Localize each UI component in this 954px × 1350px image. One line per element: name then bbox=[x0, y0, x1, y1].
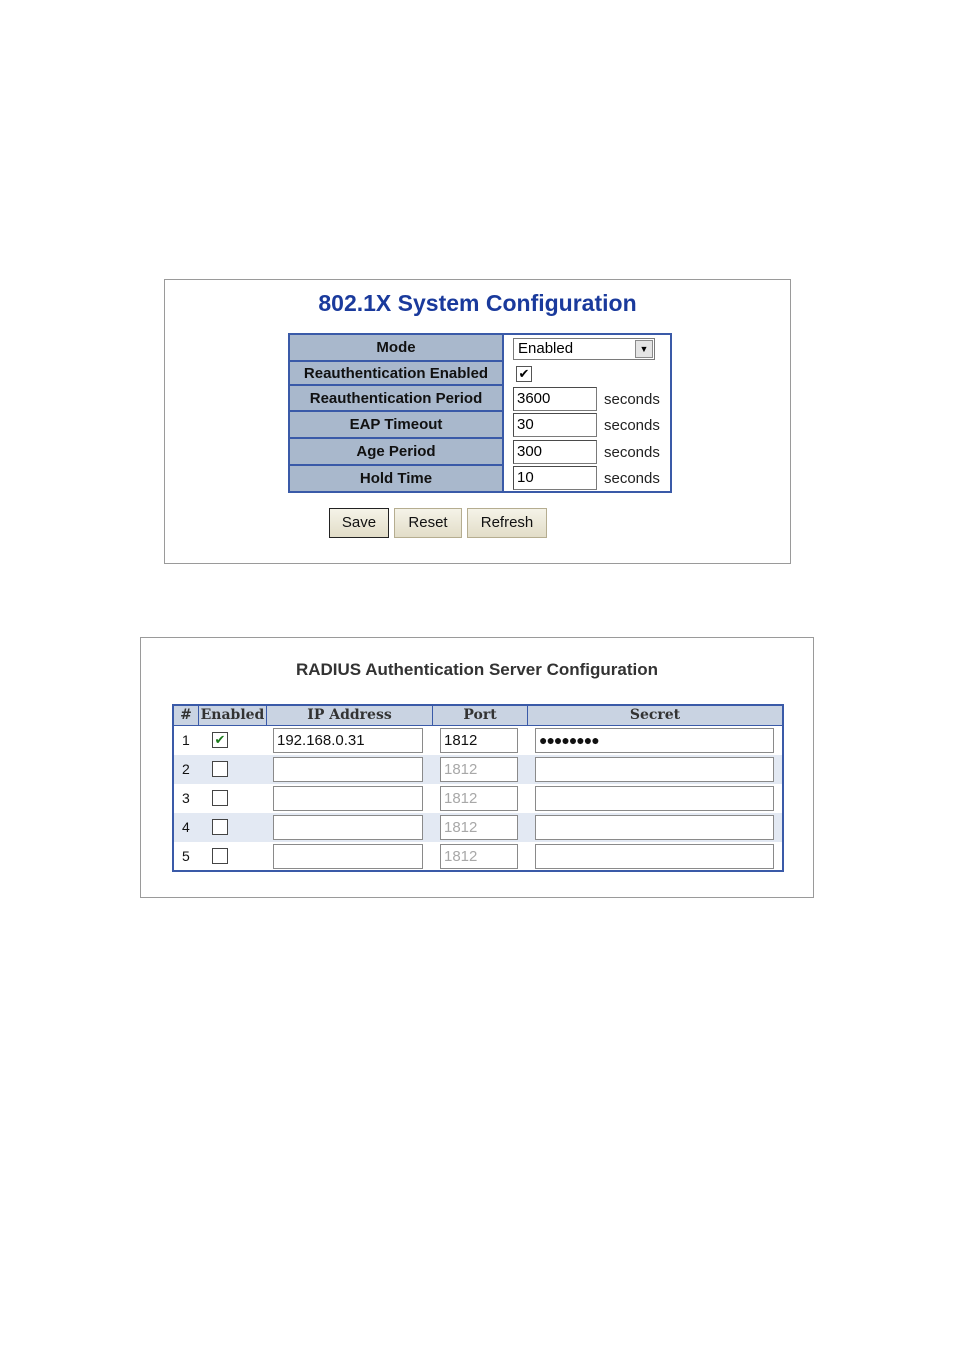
system-config-panel bbox=[164, 279, 791, 564]
hold-time-unit: seconds bbox=[604, 470, 660, 487]
table-header-row bbox=[174, 706, 782, 726]
chevron-down-icon[interactable]: ▼ bbox=[635, 340, 653, 358]
hold-time-input[interactable]: 10 bbox=[513, 466, 597, 490]
server-enabled-checkbox[interactable] bbox=[212, 790, 228, 806]
radius-config-panel bbox=[140, 637, 814, 898]
table-row bbox=[174, 842, 782, 871]
eap-timeout-input[interactable]: 30 bbox=[513, 413, 597, 437]
port-input[interactable]: 1812 bbox=[440, 844, 518, 869]
server-enabled-checkbox[interactable] bbox=[212, 848, 228, 864]
reauth-period-input[interactable]: 3600 bbox=[513, 387, 597, 411]
reauth-period-unit: seconds bbox=[604, 391, 660, 408]
reset-button[interactable]: Reset bbox=[394, 508, 462, 538]
eap-timeout-label: EAP Timeout bbox=[290, 412, 504, 439]
secret-input[interactable] bbox=[535, 815, 774, 840]
server-enabled-checkbox[interactable]: ✔ bbox=[212, 732, 228, 748]
radius-config-title: RADIUS Authentication Server Configuration bbox=[295, 660, 659, 679]
col-header-secret: Secret bbox=[629, 707, 681, 723]
server-enabled-checkbox[interactable] bbox=[212, 819, 228, 835]
hold-time-row bbox=[290, 466, 670, 491]
save-button[interactable]: Save bbox=[329, 508, 389, 538]
eap-timeout-row bbox=[290, 412, 670, 439]
mode-label: Mode bbox=[290, 335, 504, 362]
row-number: 1 bbox=[182, 732, 190, 748]
age-period-input[interactable]: 300 bbox=[513, 440, 597, 464]
server-enabled-checkbox[interactable] bbox=[212, 761, 228, 777]
port-input[interactable]: 1812 bbox=[440, 728, 518, 753]
ip-address-input[interactable] bbox=[273, 757, 423, 782]
mode-select-value: Enabled bbox=[518, 340, 574, 357]
age-period-unit: seconds bbox=[604, 444, 660, 461]
reauth-period-row bbox=[290, 386, 670, 412]
col-header-ip: IP Address bbox=[267, 706, 433, 725]
table-row bbox=[174, 726, 782, 755]
radius-server-table bbox=[172, 704, 784, 872]
col-header-enabled: Enabled bbox=[199, 706, 267, 725]
age-period-row bbox=[290, 439, 670, 466]
mode-row bbox=[290, 335, 670, 362]
ip-address-input[interactable]: 192.168.0.31 bbox=[273, 728, 423, 753]
ip-address-input[interactable] bbox=[273, 815, 423, 840]
mode-select[interactable] bbox=[513, 338, 655, 360]
col-header-num: # bbox=[174, 706, 199, 725]
eap-timeout-unit: seconds bbox=[604, 417, 660, 434]
reauth-enabled-label: Reauthentication Enabled bbox=[290, 362, 504, 386]
secret-input[interactable] bbox=[535, 786, 774, 811]
reauth-period-label: Reauthentication Period bbox=[290, 386, 504, 412]
system-config-table bbox=[288, 333, 672, 493]
row-number: 3 bbox=[182, 790, 190, 806]
col-header-port: Port bbox=[433, 706, 528, 725]
secret-input[interactable] bbox=[535, 844, 774, 869]
ip-address-input[interactable] bbox=[273, 786, 423, 811]
secret-input[interactable] bbox=[535, 757, 774, 782]
hold-time-label: Hold Time bbox=[290, 466, 504, 491]
reauth-enabled-checkbox[interactable]: ✔ bbox=[516, 366, 532, 382]
table-row bbox=[174, 755, 782, 784]
port-input[interactable]: 1812 bbox=[440, 815, 518, 840]
port-input[interactable]: 1812 bbox=[440, 786, 518, 811]
secret-input[interactable]: ●●●●●●●● bbox=[535, 728, 774, 753]
table-row bbox=[174, 813, 782, 842]
ip-address-input[interactable] bbox=[273, 844, 423, 869]
system-config-title: 802.1X System Configuration bbox=[318, 290, 637, 316]
row-number: 2 bbox=[182, 761, 190, 777]
port-input[interactable]: 1812 bbox=[440, 757, 518, 782]
refresh-button[interactable]: Refresh bbox=[467, 508, 547, 538]
reauth-enabled-row bbox=[290, 362, 670, 386]
table-row bbox=[174, 784, 782, 813]
age-period-label: Age Period bbox=[290, 439, 504, 466]
row-number: 4 bbox=[182, 819, 190, 835]
row-number: 5 bbox=[182, 848, 190, 864]
